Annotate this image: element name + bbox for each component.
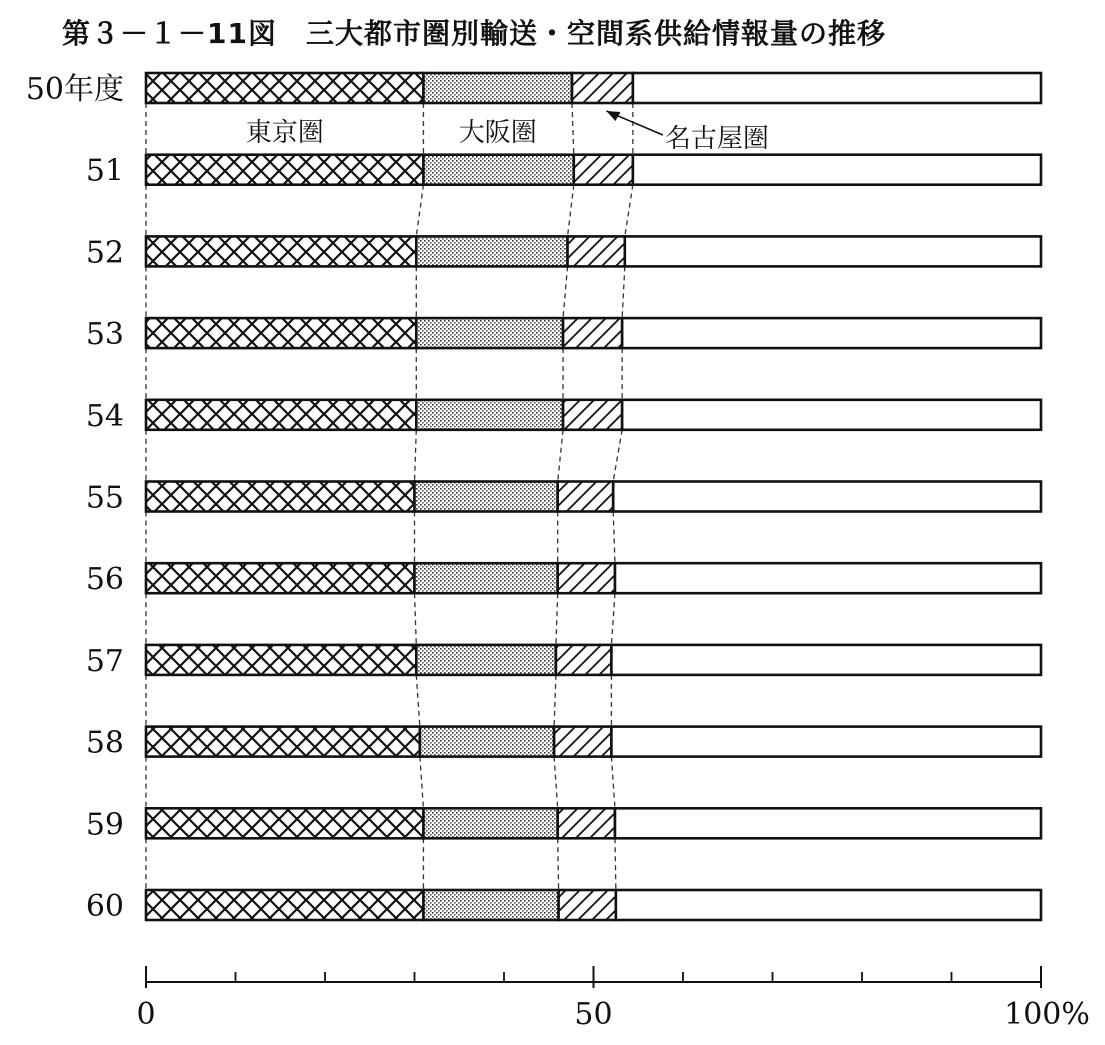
bar-segment-dots <box>415 563 558 593</box>
category-label: 53 <box>85 317 124 353</box>
bars-group <box>146 73 1041 920</box>
bar-segment-crosshatch <box>146 400 416 430</box>
connector-line <box>554 675 556 727</box>
connector-line <box>558 430 563 482</box>
connector-line <box>572 103 574 155</box>
bar-segment-dots <box>416 645 556 675</box>
bar-segment-none <box>615 563 1041 593</box>
x-axis <box>136 966 1089 1032</box>
bar-segment-none <box>611 727 1041 757</box>
bar-segment-none <box>622 318 1041 348</box>
connector-line <box>558 838 559 890</box>
bar-segment-crosshatch <box>146 318 416 348</box>
x-tick-label: 100% <box>1004 997 1090 1032</box>
connector-line <box>563 266 567 318</box>
bar-segment-diagonal <box>558 808 615 838</box>
bar-segment-crosshatch <box>146 482 415 512</box>
connector-line <box>554 757 558 809</box>
connector-line <box>613 512 615 564</box>
chart-title: 第３－１－11図 三大都市圏別輸送・空間系供給情報量の推移 <box>62 17 886 50</box>
bar-segment-diagonal <box>572 73 633 103</box>
bar-segment-dots <box>415 482 558 512</box>
category-label: 54 <box>85 398 124 434</box>
bar-segment-none <box>633 155 1041 185</box>
category-label: 50年度 <box>25 72 124 107</box>
bar-segment-none <box>615 808 1041 838</box>
connector-line <box>625 185 633 237</box>
connector-line <box>416 675 420 727</box>
bar-segment-dots <box>423 155 573 185</box>
bar-segment-dots <box>423 73 572 103</box>
category-label: 52 <box>85 235 124 271</box>
bar-segment-crosshatch <box>146 236 416 266</box>
connector-line <box>556 593 558 645</box>
category-label: 56 <box>85 562 124 598</box>
category-label: 51 <box>85 153 124 189</box>
bar-segment-crosshatch <box>146 645 416 675</box>
category-label: 55 <box>85 480 124 516</box>
bar-segment-none <box>633 73 1041 103</box>
connector-line <box>415 430 417 482</box>
bar-segment-dots <box>416 318 563 348</box>
category-label: 59 <box>85 807 124 843</box>
bar-segment-none <box>613 482 1041 512</box>
connector-line <box>622 266 625 318</box>
bar-segment-diagonal <box>563 318 622 348</box>
bar-segment-crosshatch <box>146 890 423 920</box>
connector-line <box>568 185 574 237</box>
bar-segment-diagonal <box>554 727 611 757</box>
bar-segment-dots <box>416 236 567 266</box>
category-label: 58 <box>85 725 124 761</box>
bar-segment-diagonal <box>559 890 616 920</box>
bar-segment-dots <box>416 400 563 430</box>
bar-segment-crosshatch <box>146 73 423 103</box>
category-labels <box>26 72 124 924</box>
connector-line <box>613 430 622 482</box>
category-label: 57 <box>85 643 124 679</box>
legend-label-osaka: 大阪圏 <box>458 118 537 148</box>
bar-segment-diagonal <box>563 400 622 430</box>
bar-segment-diagonal <box>556 645 611 675</box>
legend-label-tokyo: 東京圏 <box>245 118 324 148</box>
connector-line <box>420 757 424 809</box>
bar-segment-none <box>611 645 1041 675</box>
connector-line <box>611 593 615 645</box>
bar-segment-diagonal <box>558 563 615 593</box>
bar-segment-none <box>625 236 1041 266</box>
bar-segment-diagonal <box>558 482 613 512</box>
connector-line <box>416 185 423 237</box>
category-label: 60 <box>85 889 124 924</box>
bar-segment-diagonal <box>568 236 625 266</box>
bar-segment-dots <box>423 890 558 920</box>
bar-segment-dots <box>420 727 554 757</box>
legend <box>246 111 769 154</box>
bar-segment-crosshatch <box>146 727 420 757</box>
bar-segment-crosshatch <box>146 563 415 593</box>
bar-segment-none <box>616 890 1041 920</box>
x-tick-label: 0 <box>136 997 156 1032</box>
bar-segment-diagonal <box>574 155 633 185</box>
legend-label-nagoya: 名古屋圏 <box>664 124 769 154</box>
bar-segment-dots <box>423 808 557 838</box>
bar-segment-crosshatch <box>146 155 423 185</box>
x-tick-label: 50 <box>574 997 613 1032</box>
bar-segment-none <box>622 400 1041 430</box>
connector-line <box>415 593 417 645</box>
bar-segment-crosshatch <box>146 808 423 838</box>
connector-line <box>615 838 616 890</box>
connector-line <box>611 757 615 809</box>
